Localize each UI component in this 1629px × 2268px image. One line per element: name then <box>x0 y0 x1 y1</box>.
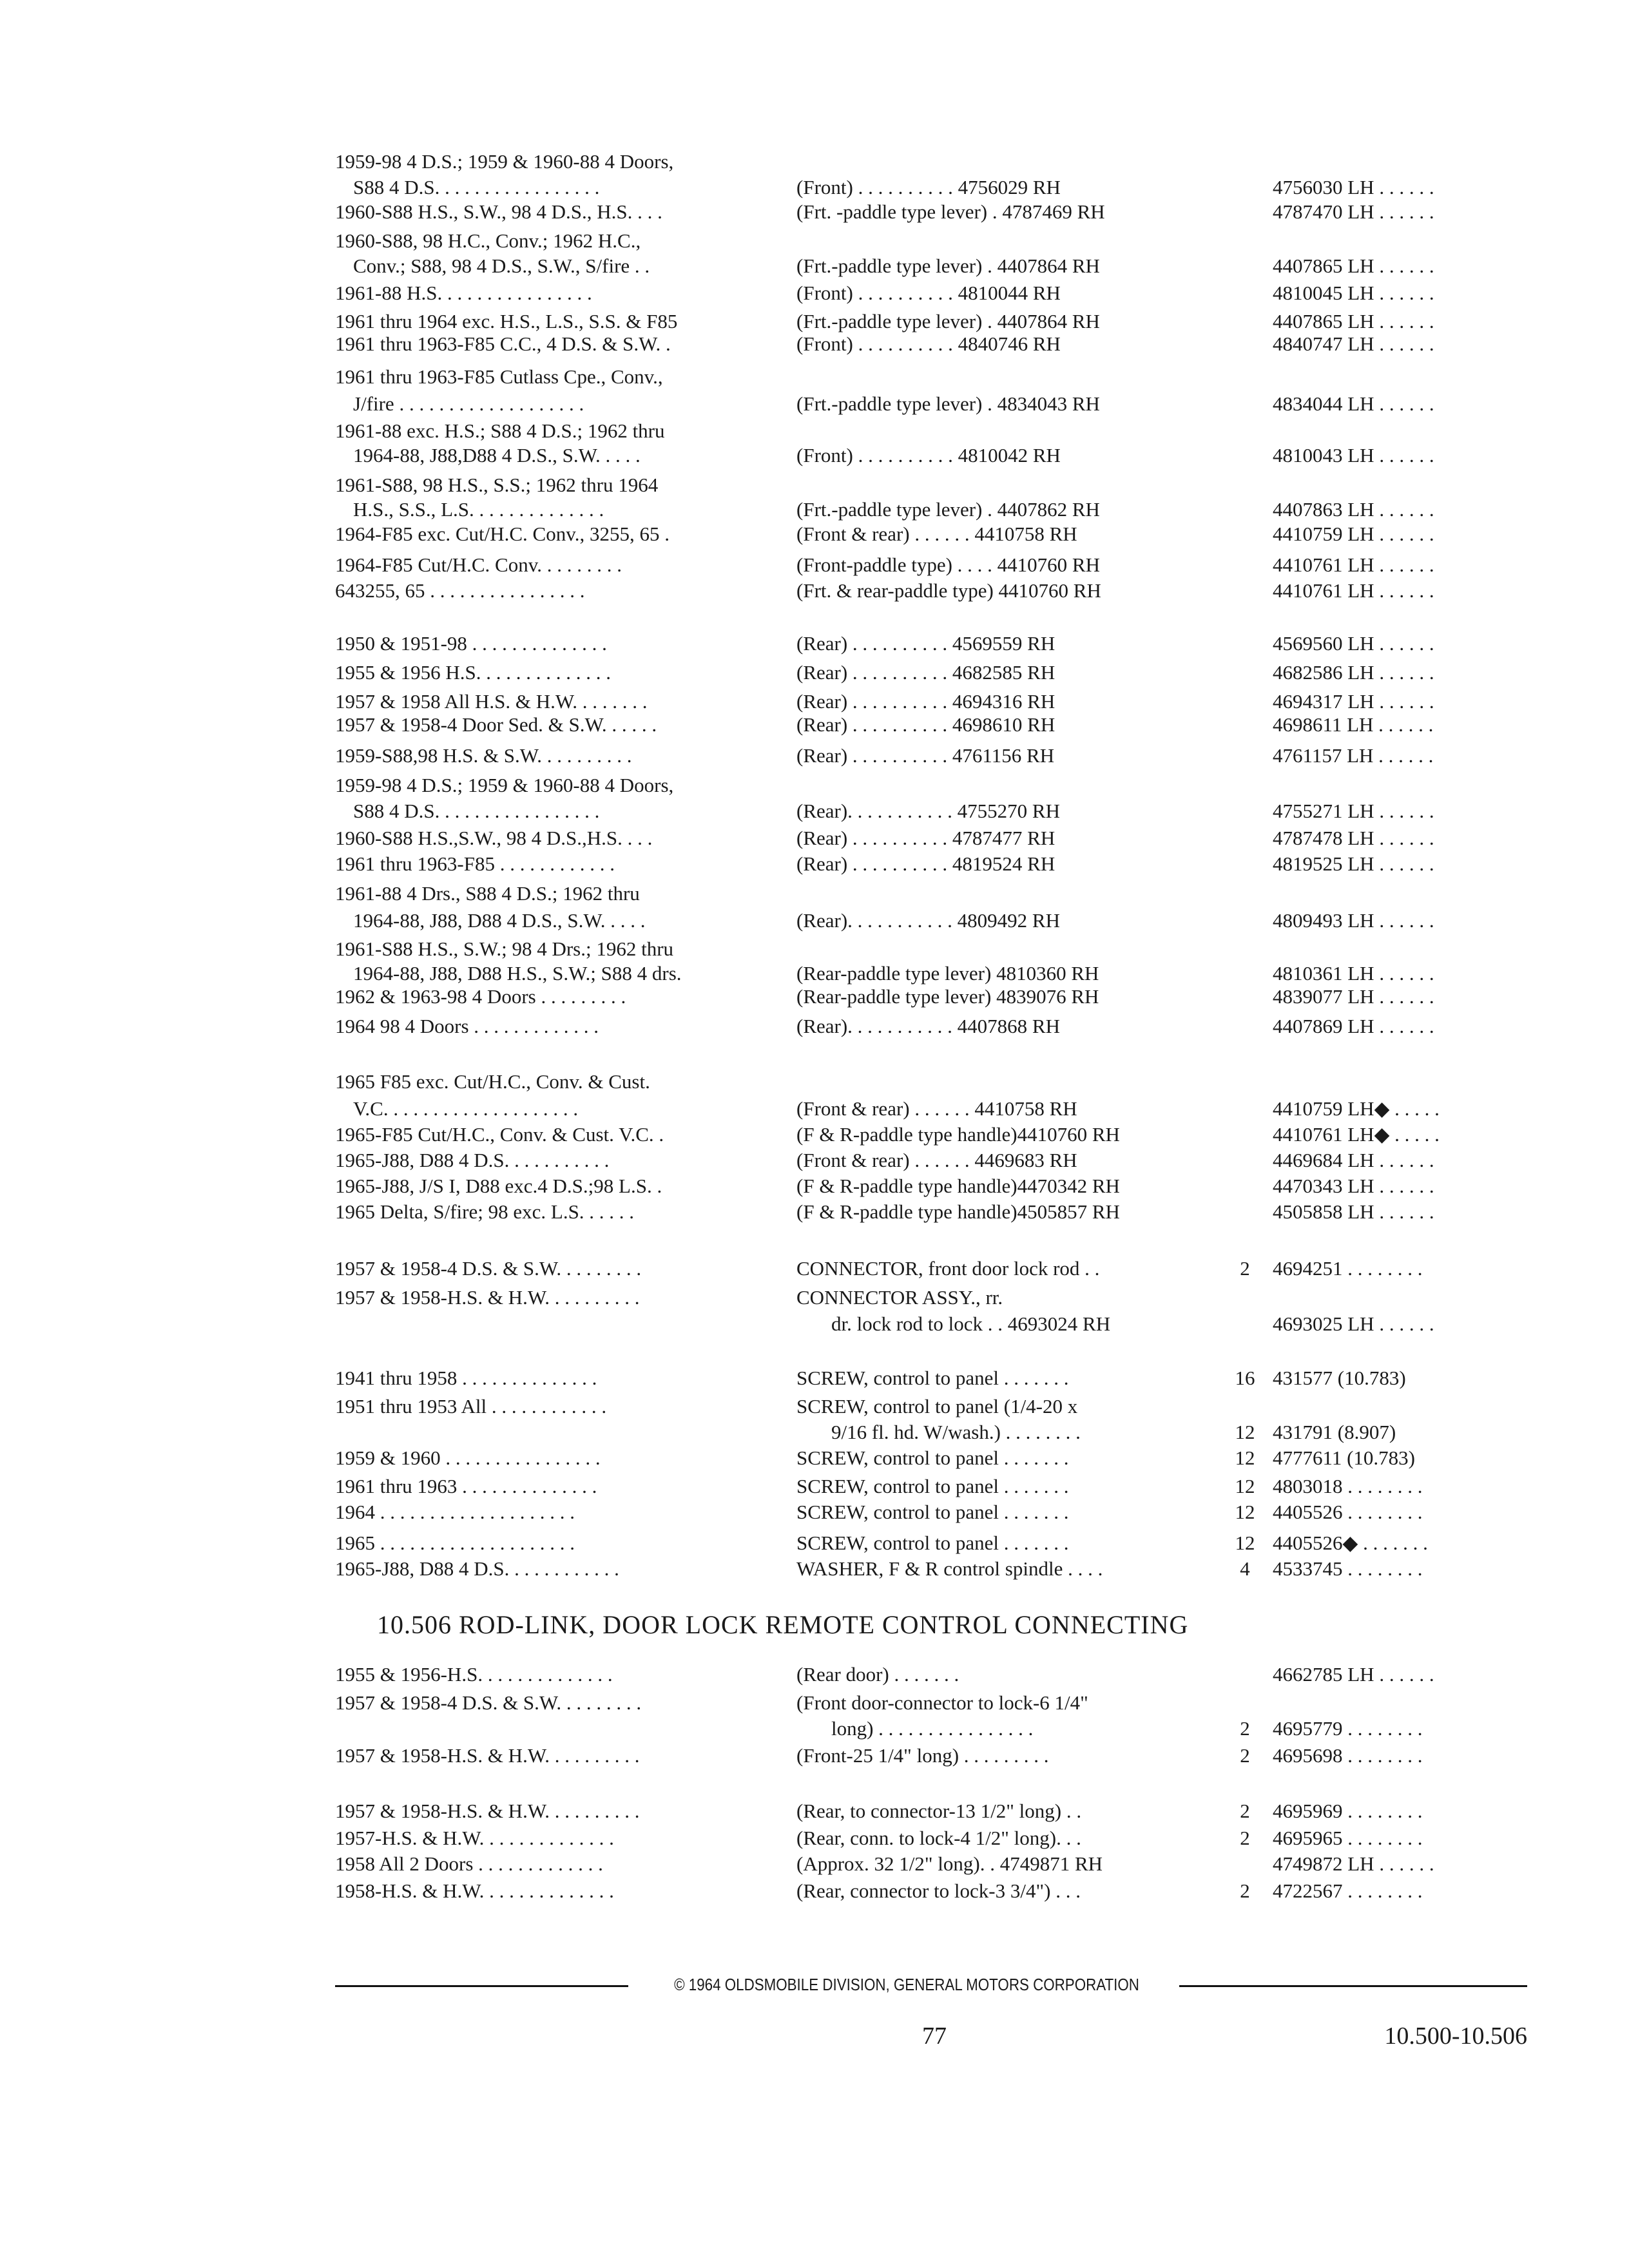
description-cell: (F & R-paddle type handle)4410760 RH <box>796 1123 1120 1146</box>
table-row <box>0 332 1629 360</box>
part-number-cell: 4533745 . . . . . . . . <box>1273 1557 1423 1580</box>
table-row <box>0 908 1629 937</box>
application-cell: 1965-J88, J/S I, D88 exc.4 D.S.;98 L.S. . <box>335 1175 662 1197</box>
quantity-cell: 2 <box>1240 1257 1250 1280</box>
part-number-cell: 4756030 LH . . . . . . <box>1273 176 1434 198</box>
description-cell: (F & R-paddle type handle)4470342 RH <box>796 1175 1120 1197</box>
section-range: 10.500-10.506 <box>1384 2023 1527 2050</box>
part-number-cell: 431791 (8.907) <box>1273 1421 1396 1443</box>
application-cell: 1964-F85 Cut/H.C. Conv. . . . . . . . . <box>335 553 622 576</box>
table-row <box>0 1122 1629 1151</box>
table-row <box>0 392 1629 420</box>
description-cell: 9/16 fl. hd. W/wash.) . . . . . . . . <box>831 1421 1081 1443</box>
footer-rule-left <box>335 1985 628 1987</box>
description-cell: SCREW, control to panel . . . . . . . <box>796 1367 1069 1389</box>
application-cell: 1961 thru 1963-F85 . . . . . . . . . . . . <box>335 852 615 875</box>
application-cell: 1957 & 1958-H.S. & H.W. . . . . . . . . . <box>335 1744 640 1767</box>
table-row <box>0 1799 1629 1827</box>
table-row <box>0 1394 1629 1423</box>
application-cell: 1959-98 4 D.S.; 1959 & 1960-88 4 Doors, <box>335 774 674 796</box>
application-cell: 1961-88 H.S. . . . . . . . . . . . . . . . <box>335 282 592 304</box>
quantity-cell: 2 <box>1240 1827 1250 1849</box>
part-number-cell: 4662785 LH . . . . . . <box>1273 1663 1434 1686</box>
part-number-cell: 4819525 LH . . . . . . <box>1273 852 1434 875</box>
part-number-cell: 4694317 LH . . . . . . <box>1273 690 1434 713</box>
description-cell: SCREW, control to panel . . . . . . . <box>796 1532 1069 1554</box>
table-row <box>0 522 1629 550</box>
table-row <box>0 254 1629 282</box>
part-number-cell: 4407865 LH . . . . . . <box>1273 255 1434 277</box>
application-cell: 1965 . . . . . . . . . . . . . . . . . . . . <box>335 1532 575 1554</box>
part-number-cell: 4407869 LH . . . . . . <box>1273 1015 1434 1037</box>
table-row <box>0 1312 1629 1340</box>
description-cell: (Rear) . . . . . . . . . . 4694316 RH <box>796 690 1055 713</box>
description-cell: (Rear) . . . . . . . . . . 4819524 RH <box>796 852 1055 875</box>
description-cell: (Frt.-paddle type lever) . 4834043 RH <box>796 392 1100 415</box>
part-number-cell: 4410759 LH◆ . . . . . <box>1273 1097 1440 1120</box>
quantity-cell: 12 <box>1235 1501 1255 1523</box>
description-cell: (Front-paddle type) . . . . 4410760 RH <box>796 553 1100 576</box>
application-cell: 1961 thru 1963-F85 Cutlass Cpe., Conv., <box>335 365 663 388</box>
application-cell: 1961-88 exc. H.S.; S88 4 D.S.; 1962 thru <box>335 419 665 442</box>
table-row <box>0 1174 1629 1202</box>
application-cell: 1960-S88 H.S., S.W., 98 4 D.S., H.S. . . . <box>335 200 662 223</box>
part-number-cell: 4787478 LH . . . . . . <box>1273 827 1434 849</box>
table-row <box>0 200 1629 228</box>
part-number-cell: 4682586 LH . . . . . . <box>1273 661 1434 684</box>
application-cell: 1957 & 1958-4 D.S. & S.W. . . . . . . . . <box>335 1257 642 1280</box>
quantity-cell: 12 <box>1235 1475 1255 1497</box>
part-number-cell: 4749872 LH . . . . . . <box>1273 1852 1434 1875</box>
description-cell: (Front-25 1/4" long) . . . . . . . . . <box>796 1744 1049 1767</box>
application-cell: 1961 thru 1963 . . . . . . . . . . . . . . <box>335 1475 597 1497</box>
part-number-cell: 4469684 LH . . . . . . <box>1273 1149 1434 1171</box>
application-cell: S88 4 D.S. . . . . . . . . . . . . . . . . <box>353 176 600 198</box>
description-cell: (Rear). . . . . . . . . . . 4407868 RH <box>796 1015 1060 1037</box>
part-number-cell: 4803018 . . . . . . . . <box>1273 1475 1423 1497</box>
quantity-cell: 16 <box>1235 1367 1255 1389</box>
application-cell: 1955 & 1956 H.S. . . . . . . . . . . . . . <box>335 661 611 684</box>
table-row <box>0 1662 1629 1691</box>
description-cell: long) . . . . . . . . . . . . . . . . <box>831 1717 1034 1740</box>
application-cell: 1965-F85 Cut/H.C., Conv. & Cust. V.C. . <box>335 1123 664 1146</box>
application-cell: 1960-S88 H.S.,S.W., 98 4 D.S.,H.S. . . . <box>335 827 653 849</box>
description-cell: (Rear). . . . . . . . . . . 4755270 RH <box>796 800 1060 822</box>
quantity-cell: 12 <box>1235 1532 1255 1554</box>
table-row <box>0 365 1629 393</box>
quantity-cell: 2 <box>1240 1744 1250 1767</box>
application-cell: 1961 thru 1963-F85 C.C., 4 D.S. & S.W. . <box>335 332 671 355</box>
description-cell: (Front) . . . . . . . . . . 4756029 RH <box>796 176 1061 198</box>
description-cell: CONNECTOR ASSY., rr. <box>796 1286 1003 1309</box>
application-cell: 1962 & 1963-98 4 Doors . . . . . . . . . <box>335 985 626 1008</box>
table-row <box>0 229 1629 257</box>
table-row <box>0 149 1629 178</box>
part-number-cell: 4693025 LH . . . . . . <box>1273 1312 1434 1335</box>
table-row <box>0 1531 1629 1559</box>
description-cell: (Rear). . . . . . . . . . . 4809492 RH <box>796 909 1060 932</box>
application-cell: 1961-88 4 Drs., S88 4 D.S.; 1962 thru <box>335 882 640 905</box>
application-cell: 1965-J88, D88 4 D.S. . . . . . . . . . . . <box>335 1557 619 1580</box>
description-cell: (Front door-connector to lock-6 1/4" <box>796 1691 1088 1714</box>
table-row <box>0 1500 1629 1528</box>
application-cell: 1957 & 1958-4 Door Sed. & S.W. . . . . . <box>335 713 657 736</box>
description-cell: (Front & rear) . . . . . . 4410758 RH <box>796 1097 1077 1120</box>
application-cell: 1965-J88, D88 4 D.S. . . . . . . . . . . <box>335 1149 610 1171</box>
table-row <box>0 826 1629 854</box>
application-cell: 1957 & 1958 All H.S. & H.W. . . . . . . . <box>335 690 648 713</box>
application-cell: 1964-88, J88, D88 H.S., S.W.; S88 4 drs. <box>353 962 682 985</box>
application-cell: 1958 All 2 Doors . . . . . . . . . . . . . <box>335 1852 603 1875</box>
application-cell: 1955 & 1956-H.S. . . . . . . . . . . . . . <box>335 1663 613 1686</box>
page-number: 77 <box>922 2023 947 2050</box>
part-number-cell: 4810043 LH . . . . . . <box>1273 444 1434 466</box>
part-number-cell: 4407863 LH . . . . . . <box>1273 498 1434 521</box>
table-row <box>0 744 1629 772</box>
part-number-cell: 4834044 LH . . . . . . <box>1273 392 1434 415</box>
part-number-cell: 4505858 LH . . . . . . <box>1273 1200 1434 1223</box>
table-row <box>0 553 1629 581</box>
table-row <box>0 1256 1629 1285</box>
description-cell: (Frt.-paddle type lever) . 4407864 RH <box>796 310 1100 332</box>
table-row <box>0 1420 1629 1448</box>
application-cell: S88 4 D.S. . . . . . . . . . . . . . . . . <box>353 800 600 822</box>
part-number-cell: 431577 (10.783) <box>1273 1367 1406 1389</box>
table-row <box>0 1014 1629 1043</box>
part-number-cell: 4405526 . . . . . . . . <box>1273 1501 1423 1523</box>
application-cell: 1950 & 1951-98 . . . . . . . . . . . . . . <box>335 632 607 655</box>
application-cell: 1957 & 1958-4 D.S. & S.W. . . . . . . . . <box>335 1691 642 1714</box>
application-cell: 1961-S88, 98 H.S., S.S.; 1962 thru 1964 <box>335 474 659 496</box>
quantity-cell: 12 <box>1235 1421 1255 1443</box>
table-row <box>0 631 1629 660</box>
part-number-cell: 4698611 LH . . . . . . <box>1273 713 1434 736</box>
description-cell: (Rear, to connector-13 1/2" long) . . <box>796 1800 1082 1822</box>
description-cell: WASHER, F & R control spindle . . . . <box>796 1557 1103 1580</box>
table-row <box>0 1691 1629 1719</box>
table-row <box>0 985 1629 1013</box>
application-cell: 1951 thru 1953 All . . . . . . . . . . . . <box>335 1395 607 1418</box>
description-cell: (F & R-paddle type handle)4505857 RH <box>796 1200 1120 1223</box>
application-cell: 1961 thru 1964 exc. H.S., L.S., S.S. & F85 <box>335 310 678 332</box>
application-cell: 1959 & 1960 . . . . . . . . . . . . . . . . <box>335 1446 601 1469</box>
application-cell: 1959-S88,98 H.S. & S.W. . . . . . . . . . <box>335 744 632 767</box>
description-cell: SCREW, control to panel . . . . . . . <box>796 1501 1069 1523</box>
description-cell: dr. lock rod to lock . . 4693024 RH <box>831 1312 1111 1335</box>
part-number-cell: 4569560 LH . . . . . . <box>1273 632 1434 655</box>
description-cell: (Rear-paddle type lever) 4810360 RH <box>796 962 1099 985</box>
part-number-cell: 4695698 . . . . . . . . <box>1273 1744 1423 1767</box>
description-cell: (Rear, connector to lock-3 3/4") . . . <box>796 1879 1081 1902</box>
part-number-cell: 4809493 LH . . . . . . <box>1273 909 1434 932</box>
part-number-cell: 4722567 . . . . . . . . <box>1273 1879 1423 1902</box>
application-cell: 1941 thru 1958 . . . . . . . . . . . . . . <box>335 1367 597 1389</box>
description-cell: CONNECTOR, front door lock rod . . <box>796 1257 1100 1280</box>
quantity-cell: 2 <box>1240 1879 1250 1902</box>
part-number-cell: 4839077 LH . . . . . . <box>1273 985 1434 1008</box>
table-row <box>0 281 1629 309</box>
description-cell: (Front & rear) . . . . . . 4469683 RH <box>796 1149 1077 1171</box>
description-cell: (Rear, conn. to lock-4 1/2" long). . . <box>796 1827 1081 1849</box>
description-cell: (Frt.-paddle type lever) . 4407862 RH <box>796 498 1100 521</box>
application-cell: 1957-H.S. & H.W. . . . . . . . . . . . . . <box>335 1827 614 1849</box>
part-number-cell: 4407865 LH . . . . . . <box>1273 310 1434 332</box>
description-cell: SCREW, control to panel (1/4-20 x <box>796 1395 1078 1418</box>
footer-rule-right <box>1179 1985 1527 1987</box>
table-row <box>0 579 1629 607</box>
application-cell: 1959-98 4 D.S.; 1959 & 1960-88 4 Doors, <box>335 150 674 173</box>
table-row <box>0 1366 1629 1394</box>
table-row <box>0 1070 1629 1098</box>
description-cell: (Rear-paddle type lever) 4839076 RH <box>796 985 1099 1008</box>
description-cell: (Rear) . . . . . . . . . . 4569559 RH <box>796 632 1055 655</box>
description-cell: SCREW, control to panel . . . . . . . <box>796 1475 1069 1497</box>
part-number-cell: 4840747 LH . . . . . . <box>1273 332 1434 355</box>
application-cell: 1965 F85 exc. Cut/H.C., Conv. & Cust. <box>335 1070 650 1093</box>
table-row <box>0 1097 1629 1125</box>
application-cell: 1965 Delta, S/fire; 98 exc. L.S. . . . . . <box>335 1200 635 1223</box>
application-cell: 1964-F85 exc. Cut/H.C. Conv., 3255, 65 . <box>335 523 670 545</box>
table-row <box>0 1148 1629 1177</box>
application-cell: H.S., S.S., L.S. . . . . . . . . . . . . . <box>353 498 604 521</box>
description-cell: (Rear) . . . . . . . . . . 4761156 RH <box>796 744 1055 767</box>
part-number-cell: 4695779 . . . . . . . . <box>1273 1717 1423 1740</box>
description-cell: (Rear) . . . . . . . . . . 4682585 RH <box>796 661 1055 684</box>
table-row <box>0 1285 1629 1314</box>
copyright-line: © 1964 OLDSMOBILE DIVISION, GENERAL MOTORS CORPORATION <box>674 1975 1139 1994</box>
part-number-cell: 4694251 . . . . . . . . <box>1273 1257 1423 1280</box>
table-row <box>0 1826 1629 1854</box>
description-cell: (Approx. 32 1/2" long). . 4749871 RH <box>796 1852 1103 1875</box>
table-row <box>0 443 1629 472</box>
table-row <box>0 1879 1629 1907</box>
description-cell: (Front) . . . . . . . . . . 4810042 RH <box>796 444 1061 466</box>
part-number-cell: 4410761 LH . . . . . . <box>1273 579 1434 602</box>
part-number-cell: 4695965 . . . . . . . . <box>1273 1827 1423 1849</box>
application-cell: V.C. . . . . . . . . . . . . . . . . . . . <box>353 1097 579 1120</box>
part-number-cell: 4405526◆ . . . . . . . <box>1273 1532 1428 1554</box>
description-cell: (Front) . . . . . . . . . . 4840746 RH <box>796 332 1061 355</box>
table-row <box>0 1852 1629 1880</box>
part-number-cell: 4695969 . . . . . . . . <box>1273 1800 1423 1822</box>
section-heading: 10.506 ROD-LINK, DOOR LOCK REMOTE CONTROL CONNECTING <box>377 1610 1189 1639</box>
table-row <box>0 799 1629 827</box>
table-row <box>0 1744 1629 1772</box>
application-cell: 1964-88, J88,D88 4 D.S., S.W. . . . . <box>353 444 641 466</box>
table-row <box>0 1446 1629 1474</box>
application-cell: 1964 98 4 Doors . . . . . . . . . . . . . <box>335 1015 599 1037</box>
application-cell: J/fire . . . . . . . . . . . . . . . . . . . <box>353 392 584 415</box>
table-row <box>0 773 1629 802</box>
application-cell: 1964 . . . . . . . . . . . . . . . . . . . . <box>335 1501 575 1523</box>
table-row <box>0 881 1629 910</box>
part-number-cell: 4787470 LH . . . . . . <box>1273 200 1434 223</box>
description-cell: (Front & rear) . . . . . . 4410758 RH <box>796 523 1077 545</box>
description-cell: (Rear) . . . . . . . . . . 4787477 RH <box>796 827 1055 849</box>
description-cell: (Rear door) . . . . . . . <box>796 1663 959 1686</box>
application-cell: 1961-S88 H.S., S.W.; 98 4 Drs.; 1962 thru <box>335 937 674 960</box>
application-cell: 1964-88, J88, D88 4 D.S., S.W. . . . . <box>353 909 646 932</box>
table-row <box>0 1716 1629 1745</box>
quantity-cell: 2 <box>1240 1800 1250 1822</box>
part-number-cell: 4410759 LH . . . . . . <box>1273 523 1434 545</box>
application-cell: 1960-S88, 98 H.C., Conv.; 1962 H.C., <box>335 229 641 252</box>
table-row <box>0 1474 1629 1503</box>
part-number-cell: 4810045 LH . . . . . . <box>1273 282 1434 304</box>
part-number-cell: 4761157 LH . . . . . . <box>1273 744 1434 767</box>
table-row <box>0 713 1629 741</box>
description-cell: (Frt. & rear-paddle type) 4410760 RH <box>796 579 1101 602</box>
part-number-cell: 4410761 LH . . . . . . <box>1273 553 1434 576</box>
application-cell: 643255, 65 . . . . . . . . . . . . . . . . <box>335 579 585 602</box>
description-cell: (Frt.-paddle type lever) . 4407864 RH <box>796 255 1100 277</box>
quantity-cell: 4 <box>1240 1557 1250 1580</box>
table-row <box>0 852 1629 880</box>
application-cell: 1957 & 1958-H.S. & H.W. . . . . . . . . . <box>335 1286 640 1309</box>
quantity-cell: 12 <box>1235 1446 1255 1469</box>
description-cell: (Rear) . . . . . . . . . . 4698610 RH <box>796 713 1055 736</box>
part-number-cell: 4755271 LH . . . . . . <box>1273 800 1434 822</box>
application-cell: 1958-H.S. & H.W. . . . . . . . . . . . . . <box>335 1879 614 1902</box>
part-number-cell: 4777611 (10.783) <box>1273 1446 1415 1469</box>
application-cell: Conv.; S88, 98 4 D.S., S.W., S/fire . . <box>353 255 650 277</box>
part-number-cell: 4810361 LH . . . . . . <box>1273 962 1434 985</box>
table-row <box>0 1200 1629 1228</box>
table-row <box>0 660 1629 689</box>
description-cell: SCREW, control to panel . . . . . . . <box>796 1446 1069 1469</box>
part-number-cell: 4410761 LH◆ . . . . . <box>1273 1123 1440 1146</box>
table-row <box>0 1557 1629 1585</box>
quantity-cell: 2 <box>1240 1717 1250 1740</box>
description-cell: (Front) . . . . . . . . . . 4810044 RH <box>796 282 1061 304</box>
application-cell: 1957 & 1958-H.S. & H.W. . . . . . . . . . <box>335 1800 640 1822</box>
part-number-cell: 4470343 LH . . . . . . <box>1273 1175 1434 1197</box>
description-cell: (Frt. -paddle type lever) . 4787469 RH <box>796 200 1105 223</box>
